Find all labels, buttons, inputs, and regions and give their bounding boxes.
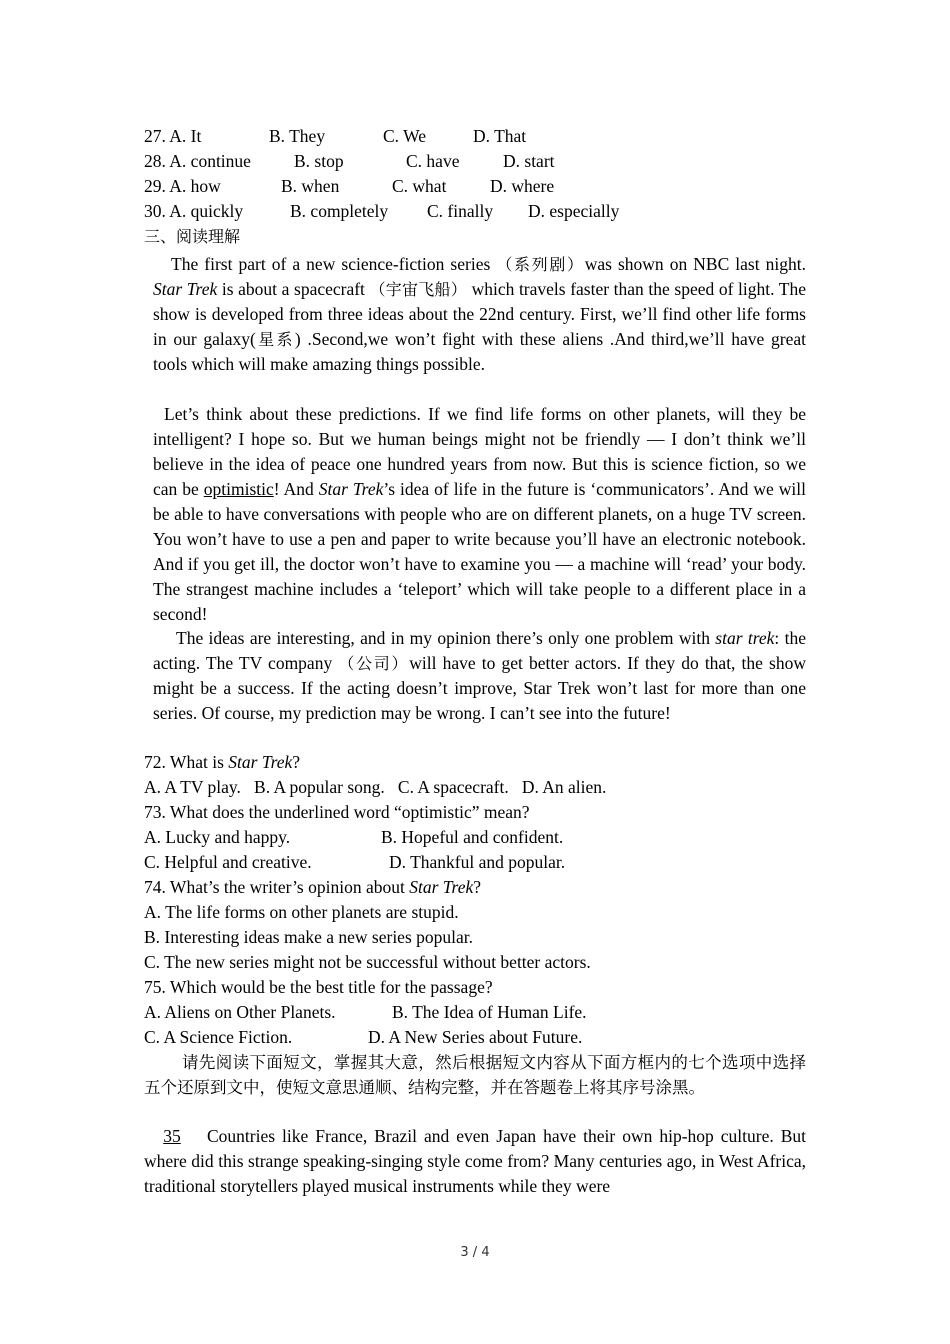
passage2-text: Countries like France, Brazil and even Japan have their own hip-hop culture. But where did this strange speaking-singing style come from? Many centuries ago, in West Africa, traditional storytellers played musical instruments while they were <box>144 1126 806 1196</box>
question-73-option-a: A. Lucky and happy. <box>144 827 291 847</box>
section-instruction: 请先阅读下面短文，掌握其大意，然后根据短文内容从下面方框内的七个选项中选择五个还原到文中，使短文意思通顺、结构完整，并在答题卷上将其序号涂黑。 <box>144 1053 806 1097</box>
q74-mark: ? <box>473 877 482 897</box>
p2-text-a: Let’s think about these predictions. If we find life forms on other planets, will they be intelligent? I hope so. But we human beings might not be friendly — I don’t think we’ll believe in the idea of peace one hundred years from now. But this is science fiction, so we can be <box>153 404 806 499</box>
question-73-option-d: D. Thankful and popular. <box>389 852 566 872</box>
passage2-paragraph <box>144 1124 806 1199</box>
question-73-option-b: B. Hopeful and confident. <box>381 827 564 847</box>
p1-text-e: ) .Second,we won’t fight with these aliens .And third,we’ll have great tools which will make amazing things possible. <box>153 329 806 374</box>
option-30-c: C. finally <box>427 201 494 221</box>
question-74-option-a: A. The life forms on other planets are stupid. <box>144 902 459 922</box>
question-72-options: A. A TV play. B. A popular song. C. A spacecraft. D. An alien. <box>144 777 607 797</box>
question-73-option-c: C. Helpful and creative. <box>144 852 312 872</box>
option-28-b: B. stop <box>294 151 344 171</box>
question-75-option-c: C. A Science Fiction. <box>144 1027 293 1047</box>
p3-text-a: The ideas are interesting, and in my opinion there’s only one problem with <box>176 628 716 648</box>
q74-stem: 74. What’s the writer’s opinion about <box>144 877 410 897</box>
question-75: 75. Which would be the best title for the passage? <box>144 977 493 997</box>
p1-cn-series: （系列剧） <box>496 255 585 274</box>
question-72 <box>144 750 300 775</box>
p3-title: star trek <box>715 628 775 648</box>
q72-stem: 72. What is <box>144 752 229 772</box>
question-75-option-d: D. A New Series about Future. <box>368 1027 583 1047</box>
cloze-option-row-27 <box>144 124 201 149</box>
option-28-a: 28. A. continue <box>144 151 251 171</box>
option-29-c: C. what <box>392 176 447 196</box>
option-30-a: 30. A. quickly <box>144 201 244 221</box>
section-heading: 三、阅读理解 <box>144 227 241 246</box>
option-29-d: D. where <box>490 176 555 196</box>
option-27-d: D. That <box>473 126 527 146</box>
option-27-a: 27. A. It <box>144 126 202 146</box>
p2-title: Star Trek <box>318 479 384 499</box>
cloze-option-row-30 <box>144 199 243 224</box>
option-30-d: D. especially <box>528 201 620 221</box>
option-28-d: D. start <box>503 151 555 171</box>
p1-text-b: was shown on NBC last night. <box>584 254 806 274</box>
question-73: 73. What does the underlined word “optimistic” mean? <box>144 802 530 822</box>
p3-cn-company: （公司） <box>338 654 410 673</box>
underlined-word-optimistic: optimistic <box>203 479 274 499</box>
passage-paragraph-3 <box>153 626 806 726</box>
q72-title: Star Trek <box>228 752 293 772</box>
cloze-option-row-28 <box>144 149 251 174</box>
passage-paragraph-2 <box>153 402 806 627</box>
p1-title: Star Trek <box>153 279 218 299</box>
p1-text-d: which travels faster than the speed of light. The show is developed from three ideas about the 22nd century. First, we’ll find other life forms in our galaxy( <box>153 279 806 349</box>
passage-paragraph-1 <box>153 252 806 377</box>
p3-text-b: : the acting. The TV company <box>153 628 806 673</box>
p2-text-b: ! And <box>273 479 319 499</box>
p2-text-c: ’s idea of life in the future is ‘communicators’. And we will be able to have conversations with people who are on different planets, on a huge TV screen. You won’t have to use a pen and paper to write because you’ll have an electronic notebook. And if you get ill, the doctor won’t have to examine you — a machine will ‘read’ your body. The strangest machine includes a ‘teleport’ which will take people to a different place in a second! <box>153 479 807 624</box>
question-75-option-b: B. The Idea of Human Life. <box>392 1002 587 1022</box>
cloze-option-row-29 <box>144 174 221 199</box>
answer-blank-35: 35 <box>163 1126 181 1146</box>
p3-text-c: will have to get better actors. If they do that, the show might be a success. If the acting doesn’t improve, Star Trek won’t last for more than one series. Of course, my prediction may be wrong. I can’t see into the future! <box>153 653 806 723</box>
q74-title: Star Trek <box>409 877 474 897</box>
question-75-option-a: A. Aliens on Other Planets. <box>144 1002 336 1022</box>
option-28-c: C. have <box>406 151 460 171</box>
option-29-b: B. when <box>281 176 340 196</box>
p1-text-c: is about a spacecraft <box>217 279 370 299</box>
question-74-option-c: C. The new series might not be successful without better actors. <box>144 952 591 972</box>
option-30-b: B. completely <box>290 201 389 221</box>
q72-mark: ? <box>292 752 301 772</box>
p1-cn-spacecraft: （宇宙飞船） <box>369 280 467 299</box>
p1-cn-galaxy: 星系 <box>255 330 295 349</box>
option-27-b: B. They <box>269 126 326 146</box>
page-number: 3 / 4 <box>460 1245 490 1260</box>
question-74-option-b: B. Interesting ideas make a new series popular. <box>144 927 473 947</box>
option-29-a: 29. A. how <box>144 176 221 196</box>
p1-text-a: The first part of a new science-fiction series <box>171 254 497 274</box>
question-74 <box>144 875 481 900</box>
option-27-c: C. We <box>383 126 426 146</box>
